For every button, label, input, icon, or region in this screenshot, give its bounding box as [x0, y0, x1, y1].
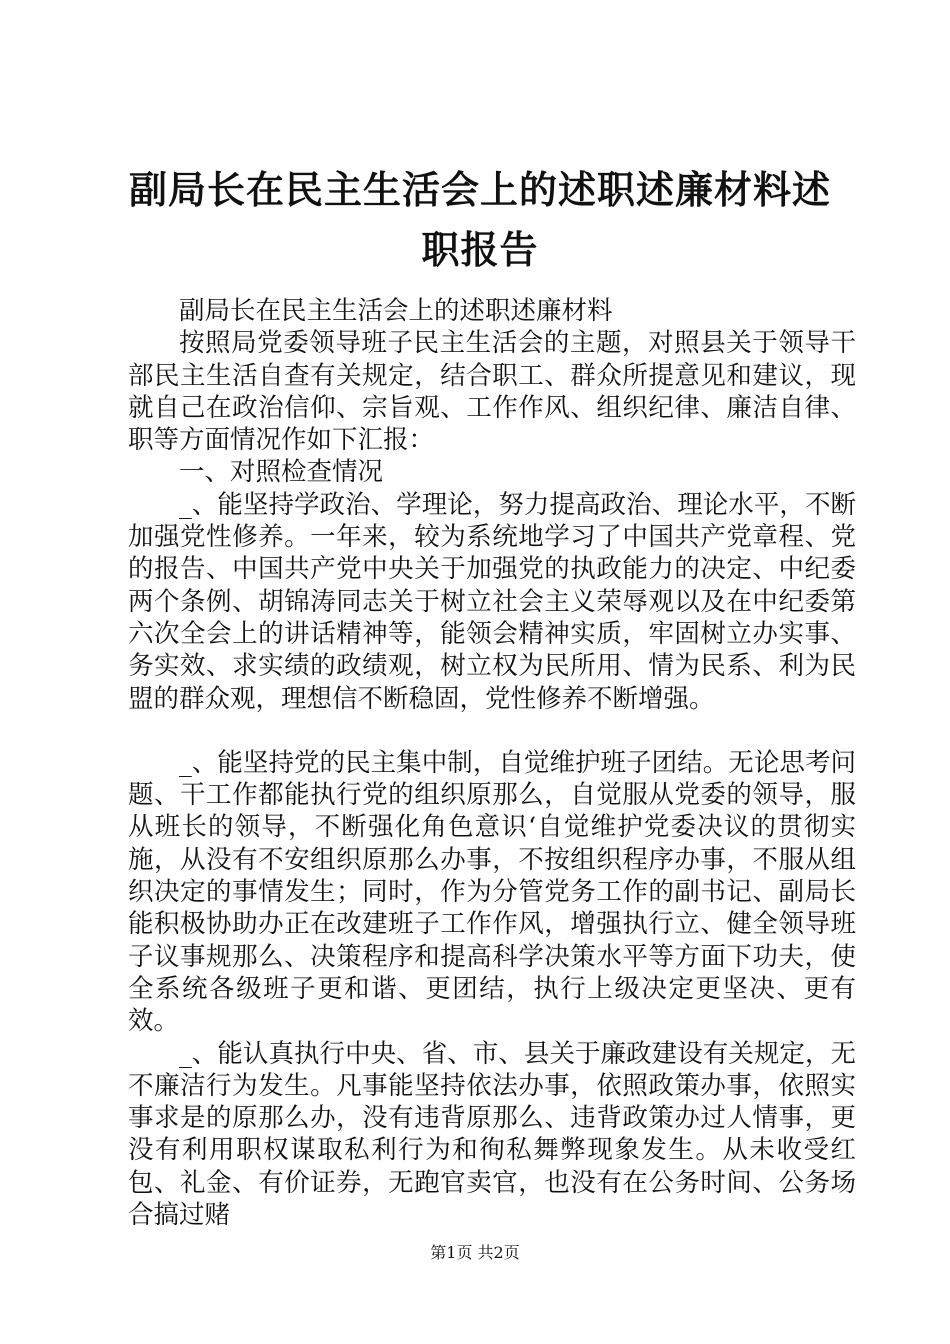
section-heading: 一、对照检查情况 — [179, 457, 384, 488]
paragraph-subtitle: 副局长在民主生活会上的述职述廉材料 — [179, 296, 613, 326]
paragraph-intro: 按照局党委领导班子民主生活会的主题，对照县关于领导干部民主生活自查有关规定，结合职工、群众所提意见和建议，现就自己在政治信仰、宗旨观、工作作风、组织纪律、廉洁自律、职等方面情况作如下汇报： — [128, 328, 856, 456]
paragraph-item-2: _、能坚持党的民主集中制，自觉维护班子团结。无论思考问题、干工作都能执行党的组织原那么，自觉服从党委的领导，服从班长的领导，不断强化角色意识‘自觉维护党委决议的贯彻实施，从没有不安组织原那么办事，不按组织程序办事，不服从组织决定的事情发生；同时，作为分管党务工作的副书记、副局长能积极协助办正在改建班子工作作风，增强执行立、健全领导班子议事规那么、决策程序和提高科学决策水平等方面下功夫，使全系统各级班子更和谐、更团结，执行上级决定更坚决、更有效。 — [128, 747, 856, 1037]
paragraph-item-1: _、能坚持学政治、学理论，努力提高政治、理论水平，不断加强党性修养。一年来，较为系统地学习了中国共产党章程、党的报告、中国共产党中央关于加强党的执政能力的决定、中纪委两个条例、胡锦涛同志关于树立社会主义荣辱观以及在中纪委第六次全会上的讲话精神等，能领会精神实质，牢固树立办实事、务实效、求实绩的政绩观，树立权为民所用、情为民系、利为民盟的群众观，理想信不断稳固，党性修养不断增强。 — [128, 489, 856, 714]
document-body — [128, 295, 856, 1231]
paragraph-item-3: _、能认真执行中央、省、市、县关于廉政建设有关规定，无不廉洁行为发生。凡事能坚持依法办事，依照政策办事，依照实事求是的原那么办，没有违背原那么、违背政策办过人情事，更没有利用职权谋取私利行为和徇私舞弊现象发生。从未收受红包、礼金、有价证券，无跑官卖官，也没有在公务时间、公务场合搞过赌 — [128, 1038, 856, 1231]
document-title: 副局长在民主生活会上的述职述廉材料述职报告 — [128, 167, 831, 272]
page-number-footer: 第1页 共2页 — [430, 1243, 520, 1262]
